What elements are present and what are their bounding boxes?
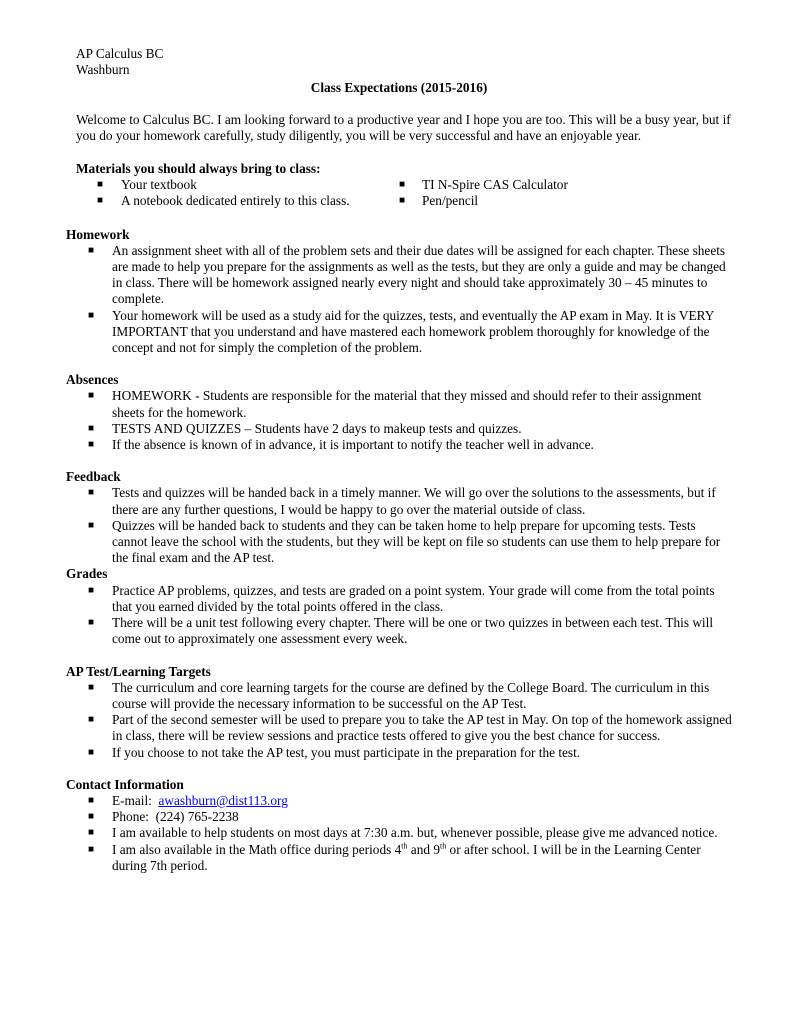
bullet-icon: ■: [88, 714, 95, 726]
bullet-icon: ■: [88, 519, 95, 531]
bullet-icon: ■: [88, 244, 95, 256]
list-item: ■ Part of the second semester will be used to prepare you to take the AP test in May. On top of the homework assigned in class, there will be review sessions and practice tests offered to give you the best chance for success.: [88, 712, 732, 744]
absences-heading: Absences: [66, 372, 119, 388]
materials-list: [66, 177, 732, 209]
list-item: ■ Your textbook: [97, 177, 197, 193]
list-item: ■ If the absence is known of in advance, it is important to notify the teacher well in advance.: [88, 437, 594, 453]
ap-test-list: [66, 680, 732, 761]
list-item: ■ Quizzes will be handed back to students and they can be taken home to help prepare for upcoming tests. Tests cannot leave the school with the students, but they will be kept on file so students can use them to help prepare for the final exam and the AP test.: [88, 517, 721, 566]
list-item: ■ A notebook dedicated entirely to this class.: [97, 193, 350, 209]
list-item: ■ I am also available in the Math office during periods 4th and 9th or after school. I will be in the Learning Center during 7th period.: [88, 841, 701, 873]
bullet-icon: ■: [88, 811, 95, 823]
bullet-icon: ■: [97, 195, 104, 207]
bullet-icon: ■: [88, 487, 95, 499]
list-item: [66, 809, 732, 825]
list-item: ■ Tests and quizzes will be handed back in a timely manner. We will go over the solutions to the assessments, but if there are any further questions, I would be happy to go over the material outside of class.: [88, 485, 716, 517]
homework-heading: Homework: [66, 226, 130, 242]
bullet-icon: ■: [88, 439, 95, 451]
bullet-icon: ■: [88, 584, 95, 596]
grades-heading: Grades: [66, 566, 108, 582]
bullet-icon: ■: [97, 179, 104, 191]
feedback-list: [66, 485, 732, 566]
materials-left-column: [66, 177, 396, 209]
list-item: ■ TESTS AND QUIZZES – Students have 2 days to makeup tests and quizzes.: [88, 420, 522, 436]
document-page: [66, 46, 732, 874]
ap-test-heading: AP Test/Learning Targets: [66, 663, 211, 679]
grades-list: [66, 583, 732, 648]
bullet-icon: ■: [88, 843, 95, 855]
contact-list: [66, 793, 732, 874]
list-item: ■ Your homework will be used as a study aid for the quizzes, tests, and eventually the AP exam in May. It is VERY IMPORTANT that you understand and have mastered each homework problem thoroughly for knowledge of the concept and not for simply the completion of the problem.: [88, 307, 714, 356]
intro-paragraph: Welcome to Calculus BC. I am looking forward to a productive year and I hope you are too. This will be a busy year, but if you do your homework carefully, study diligently, you will be very successful and have an enjoyable year.: [76, 111, 731, 143]
bullet-icon: ■: [88, 309, 95, 321]
list-item: ■ I am available to help students on most days at 7:30 a.m. but, whenever possible, please give me advanced notice.: [88, 825, 718, 841]
list-item: ■ An assignment sheet with all of the problem sets and their due dates will be assigned for each chapter. These sheets are made to help you prepare for the assignments as well as the tests, but they are only a guide and may be changed in class. There will be homework assigned nearly every night and should take approximately 30 – 45 minutes to complete.: [88, 242, 726, 307]
materials-right-column: [396, 177, 726, 209]
teacher-name: Washburn: [76, 62, 130, 78]
bullet-icon: ■: [88, 827, 95, 839]
list-item: ■ HOMEWORK - Students are responsible for the material that they missed and should refer to their assignment sheets for the homework.: [88, 388, 702, 420]
list-item: ■ There will be a unit test following every chapter. There will be one or two quizzes in between each test. This will come out to approximately one assessment every week.: [88, 615, 714, 647]
phone-number: (224) 765-2238: [155, 809, 239, 825]
course-name: AP Calculus BC: [76, 46, 164, 61]
list-item: ■ Pen/pencil: [399, 193, 479, 209]
bullet-icon: ■: [88, 794, 95, 806]
absences-list: [66, 388, 732, 453]
homework-list: [66, 243, 732, 356]
list-item: ■ TI N-Spire CAS Calculator: [399, 177, 568, 193]
email-link[interactable]: awashburn@dist113.org: [158, 792, 288, 808]
bullet-icon: ■: [399, 179, 406, 191]
list-item: ■ The curriculum and core learning targets for the course are defined by the College Board. The curriculum in this course will provide the necessary information to be successful on the AP Test.: [88, 679, 710, 711]
bullet-icon: ■: [88, 617, 95, 629]
bullet-icon: ■: [88, 681, 95, 693]
document-title: Class Expectations (2015-2016): [310, 80, 488, 96]
bullet-icon: ■: [88, 422, 95, 434]
phone-label: Phone:: [112, 809, 156, 825]
bullet-icon: ■: [88, 390, 95, 402]
feedback-heading: Feedback: [66, 469, 121, 485]
list-item: ■ Practice AP problems, quizzes, and tests are graded on a point system. Your grade will come from the total points that you earned divided by the total points offered in the class.: [88, 582, 715, 614]
bullet-icon: ■: [399, 195, 406, 207]
contact-heading: Contact Information: [66, 776, 184, 792]
email-label: E-mail:: [112, 792, 159, 808]
materials-heading: Materials you should always bring to class:: [76, 161, 321, 177]
list-item: [66, 793, 732, 809]
list-item: ■ If you choose to not take the AP test, you must participate in the preparation for the test.: [88, 744, 581, 760]
bullet-icon: ■: [88, 746, 95, 758]
